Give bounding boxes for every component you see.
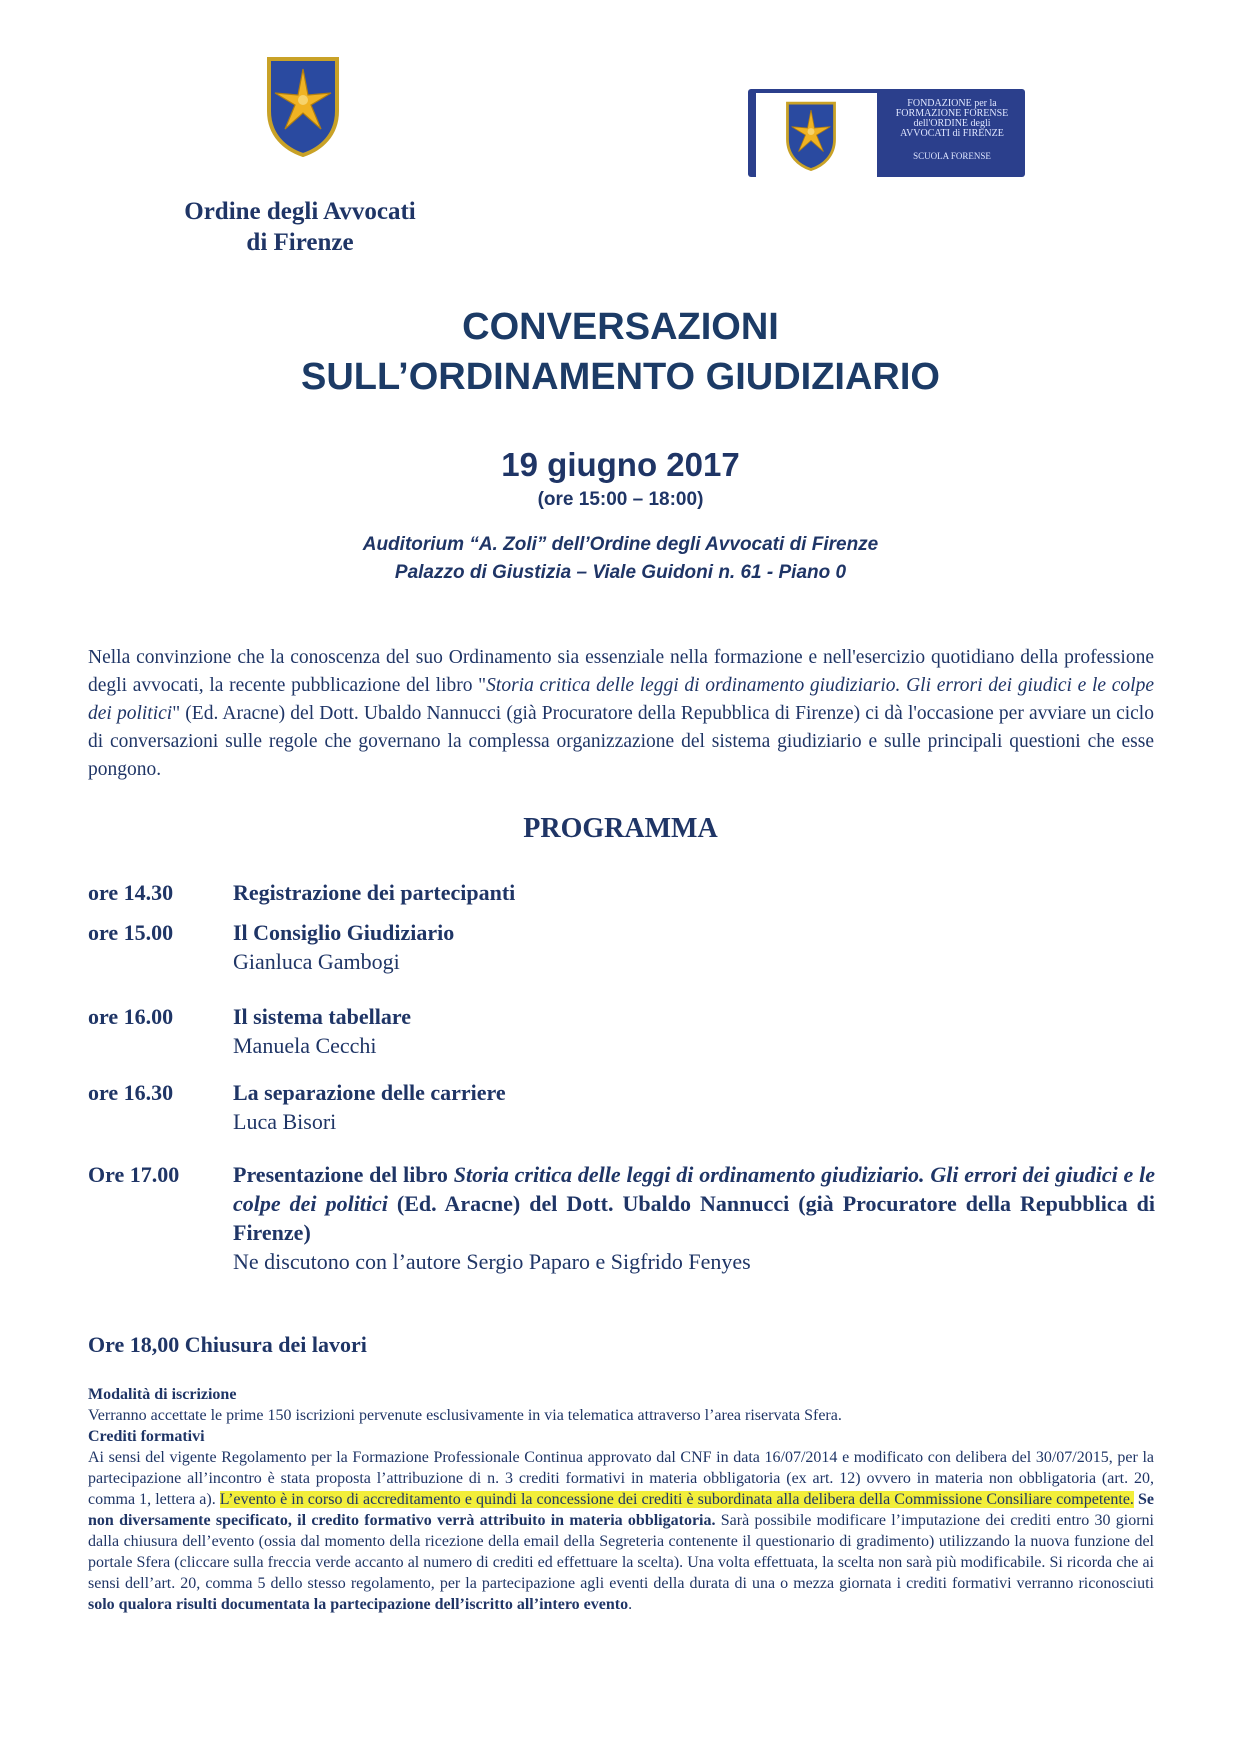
crediti-text: Ai sensi del vigente Regolamento per la Formazione Professionale Continua approvato dal CNF in data 16/07/2014 e modificato con delibera del 30/07/2015, per la partecipazione all’incontro è stata proposta l’attribuzione di n. 3 crediti formativi in materia obbligatoria (ex art. 12) ovvero in materia non obbligatoria (art. 20, comma 1, lettera a). L’evento è in corso di accreditamento e quindi la concessione dei crediti è subordinata alla delibera della Commissione Consiliare competente. Se non diversamente specificato, il credito formativo verrà attribuito in materia obbligatoria. Sarà possibile modificare l’imputazione dei crediti entro 30 giorni dalla chiusura dell’evento (ossia dal momento della ricezione della email della Segreteria contenente il questionario di gradimento) utilizzando la nuova funzione del portale Sfera (cliccare sulla freccia verde accanto al numero di crediti ed effettuare la scelta). Una volta effettuata, la scelta non sarà più modificabile. Si ricorda che ai sensi dell’art. 20, comma 5 dello stesso regolamento, per la partecipazione agli eventi della durata di una o mezza giornata i crediti formativi verranno riconosciuti solo qualora risulti documentata la partecipazione dell’iscritto all’intero evento. [88,1449,1155,1613]
closing-line: Ore 18,00 Chiusura dei lavori [88,1332,367,1357]
speaker: Gianluca Gambogi [233,949,400,974]
event-venue: Auditorium “A. Zoli” dell’Ordine degli Avvocati di Firenze Palazzo di Giustizia – Viale Guidoni n. 61 - Piano 0 [362,534,879,583]
program-item: Registrazione dei partecipanti [233,880,516,905]
organization-name: Ordine degli Avvocati di Firenze [184,198,416,256]
fondazione-badge [748,89,1025,177]
program-item: La separazione delle carriere Luca Bisori [233,1078,1155,1136]
program-time: ore 15.00 [88,920,174,945]
highlighted-text: L’evento è in corso di accreditamento e quindi la concessione dei crediti è subordinata alla delibera della Commissione Consiliare competente. [219,1491,1134,1508]
order-logo-left [263,53,343,157]
program-time: Ore 17.00 [88,1162,180,1187]
book-title: Storia critica delle leggi di ordinamento giudiziario. Gli errori dei giudici e le colpe dei politici [233,1162,1155,1216]
program-time: ore 16.30 [88,1080,174,1105]
programma-heading: PROGRAMMA [523,813,718,844]
speaker: Luca Bisori [233,1109,337,1134]
speaker: Ne discutono con l’autore Sergio Paparo e Sigfrido Fenyes [233,1249,751,1274]
program-item: Il Consiglio Giudiziario Gianluca Gambogi [233,918,1155,976]
intro-paragraph: Nella convinzione che la conoscenza del suo Ordinamento sia essenziale nella formazione e nell'esercizio quotidiano della professione degli avvocati, la recente pubblicazione del libro "Storia critica delle leggi di ordinamento giudiziario. Gli errori dei giudici e le colpe dei politici" (Ed. Aracne) del Dott. Ubaldo Nannucci (già Procuratore della Repubblica di Firenze) ci dà l'occasione per avviare un ciclo di conversazioni sulle regole che governano la complessa organizzazione del sistema giudiziario e sulle principali questioni che esse pongono. [88,647,1154,780]
program-item: Presentazione del libro Storia critica delle leggi di ordinamento giudiziario. Gli errori dei giudici e le colpe dei politici (Ed. Aracne) del Dott. Ubaldo Nannucci (già Procuratore della Repubblica di Firenze) Ne discutono con l’autore Sergio Paparo e Sigfrido Fenyes [233,1162,1155,1274]
program-time: ore 14.30 [88,880,174,905]
order-star-shield-icon [778,99,844,171]
program-time: ore 16.00 [88,1004,174,1029]
fine-print [88,1384,1154,1615]
order-star-shield-icon [263,53,343,157]
crediti-heading: Crediti formativi [88,1428,205,1445]
iscrizione-heading: Modalità di iscrizione [88,1386,237,1403]
iscrizione-text: Verranno accettate le prime 150 iscrizioni pervenute esclusivamente in via telematica attraverso l’area riservata Sfera. [88,1407,842,1424]
program-item: Il sistema tabellare Manuela Cecchi [233,1002,1155,1060]
event-date: 19 giugno 2017 [501,446,740,483]
fondazione-badge-text: FONDAZIONE per la FORMAZIONE FORENSE dell'ORDINE degli AVVOCATI di FIRENZE SCUOLA FORENSE [895,98,1009,161]
book-title: Storia critica delle leggi di ordinamento giudiziario. Gli errori dei giudici e le colpe dei politici [88,675,1154,724]
event-title: CONVERSAZIONI SULL’ORDINAMENTO GIUDIZIARIO [301,306,940,398]
speaker: Manuela Cecchi [233,1033,377,1058]
event-hours: (ore 15:00 – 18:00) [537,489,704,510]
